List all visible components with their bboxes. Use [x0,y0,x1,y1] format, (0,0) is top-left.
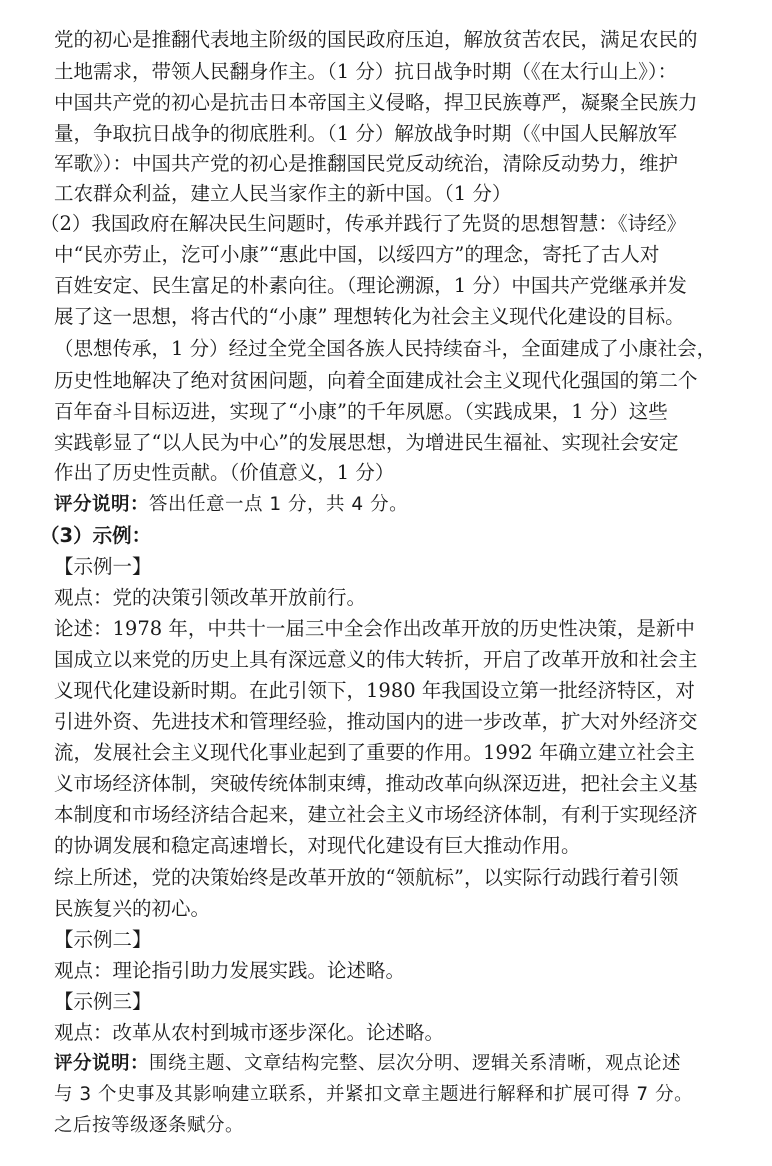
q3-scoring-text-1: 围绕主题、文章结构完整、层次分明、逻辑关系清晰，观点论述 [149,1053,682,1074]
example-2-viewpoint: 观点：理论指引助力发展实践。论述略。 [54,959,406,982]
q2-line-1: （2）我国政府在解决民生问题时，传承并践行了先贤的思想智慧：《诗经》 [40,212,687,235]
q2-line-9: 作出了历史性贡献。（价值意义，1 分） [54,461,395,484]
q1-line-5: 军歌》）：中国共产党的初心是推翻国民党反动统治，清除反动势力，维护 [54,152,679,175]
example-1-line-6: 义市场经济体制，突破传统体制束缚，推动改革向纵深迈进，把社会主义基 [54,772,698,795]
q1-line-4: 量，争取抗日战争的彻底胜利。（1 分）解放战争时期（《中国人民解放军 [54,122,678,145]
q1-line-2: 土地需求，带领人民翻身作主。（1 分）抗日战争时期（《在太行山上》）： [54,60,678,83]
q1-line-3: 中国共产党的初心是抗击日本帝国主义侵略，捍卫民族尊严，凝聚全民族力 [54,91,698,114]
example-1-line-7: 本制度和市场经济结合起来，建立社会主义市场经济体制，有利于实现经济 [54,803,698,826]
example-1-line-9: 综上所述，党的决策始终是改革开放的“领航标”，以实际行动践行着引领 [54,866,679,889]
q2-line-5: （思想传承，1 分）经过全党全国各族人民持续奋斗，全面建成了小康社会， [54,337,717,360]
q2-line-8: 实践彰显了“以人民为中心”的发展思想，为增进民生福祉、实现社会安定 [54,431,679,454]
example-1-line-8: 的协调发展和稳定高速增长，对现代化建设有巨大推动作用。 [54,834,581,857]
example-1-line-4: 引进外资、先进技术和管理经验，推动国内的进一步改革，扩大对外经济交 [54,710,698,733]
example-1-viewpoint: 观点：党的决策引领改革开放前行。 [54,586,367,609]
q1-line-1: 党的初心是推翻代表地主阶级的国民政府压迫，解放贫苦农民，满足农民的 [54,28,698,51]
example-3-viewpoint: 观点：改革从农村到城市逐步深化。论述略。 [54,1021,445,1044]
q2-line-7: 百年奋斗目标迈进，实现了“小康”的千年夙愿。（实践成果，1 分）这些 [54,400,668,423]
example-1-line-10: 民族复兴的初心。 [54,897,211,920]
example-1-line-3: 义现代化建设新时期。在此引领下，1980 年我国设立第一批经济特区，对 [54,679,695,702]
q3-scoring-line-1 [54,1049,754,1079]
q2-line-3: 百姓安定、民生富足的朴素向往。（理论溯源，1 分）中国共产党继承并发 [54,274,687,297]
example-1-line-1: 论述：1978 年，中共十一届三中全会作出改革开放的历史性决策，是新中 [54,617,695,640]
example-3-title: 【示例三】 [54,990,152,1013]
q3-scoring-line-3: 之后按等级逐条赋分。 [54,1115,245,1136]
q2-line-4: 展了这一思想，将古代的“小康” 理想转化为社会主义现代化建设的目标。 [54,305,685,328]
q2-scoring-note [54,490,754,520]
q2-scoring-label: 评分说明： [54,494,150,515]
example-1-line-5: 流，发展社会主义现代化事业起到了重要的作用。1992 年确立建立社会主 [54,741,695,764]
q2-scoring-text: 答出任意一点 1 分，共 4 分。 [149,494,409,515]
example-1-title: 【示例一】 [54,555,152,578]
example-1-line-2: 国成立以来党的历史上具有深远意义的伟大转折，开启了改革开放和社会主 [54,648,698,671]
q2-line-6: 历史性地解决了绝对贫困问题，向着全面建成社会主义现代化强国的第二个 [54,369,698,392]
q2-line-2: 中“民亦劳止，汔可小康”“惠此中国，以绥四方”的理念，寄托了古人对 [54,243,660,266]
q3-heading: （3）示例： [40,524,152,547]
example-2-title: 【示例二】 [54,928,152,951]
q3-scoring-label: 评分说明： [54,1053,150,1074]
q1-line-6: 工农群众利益，建立人民当家作主的新中国。（1 分） [54,182,512,205]
q3-scoring-line-2: 与 3 个史事及其影响建立联系，并紧扣文章主题进行解释和扩展可得 7 分。 [54,1084,694,1105]
